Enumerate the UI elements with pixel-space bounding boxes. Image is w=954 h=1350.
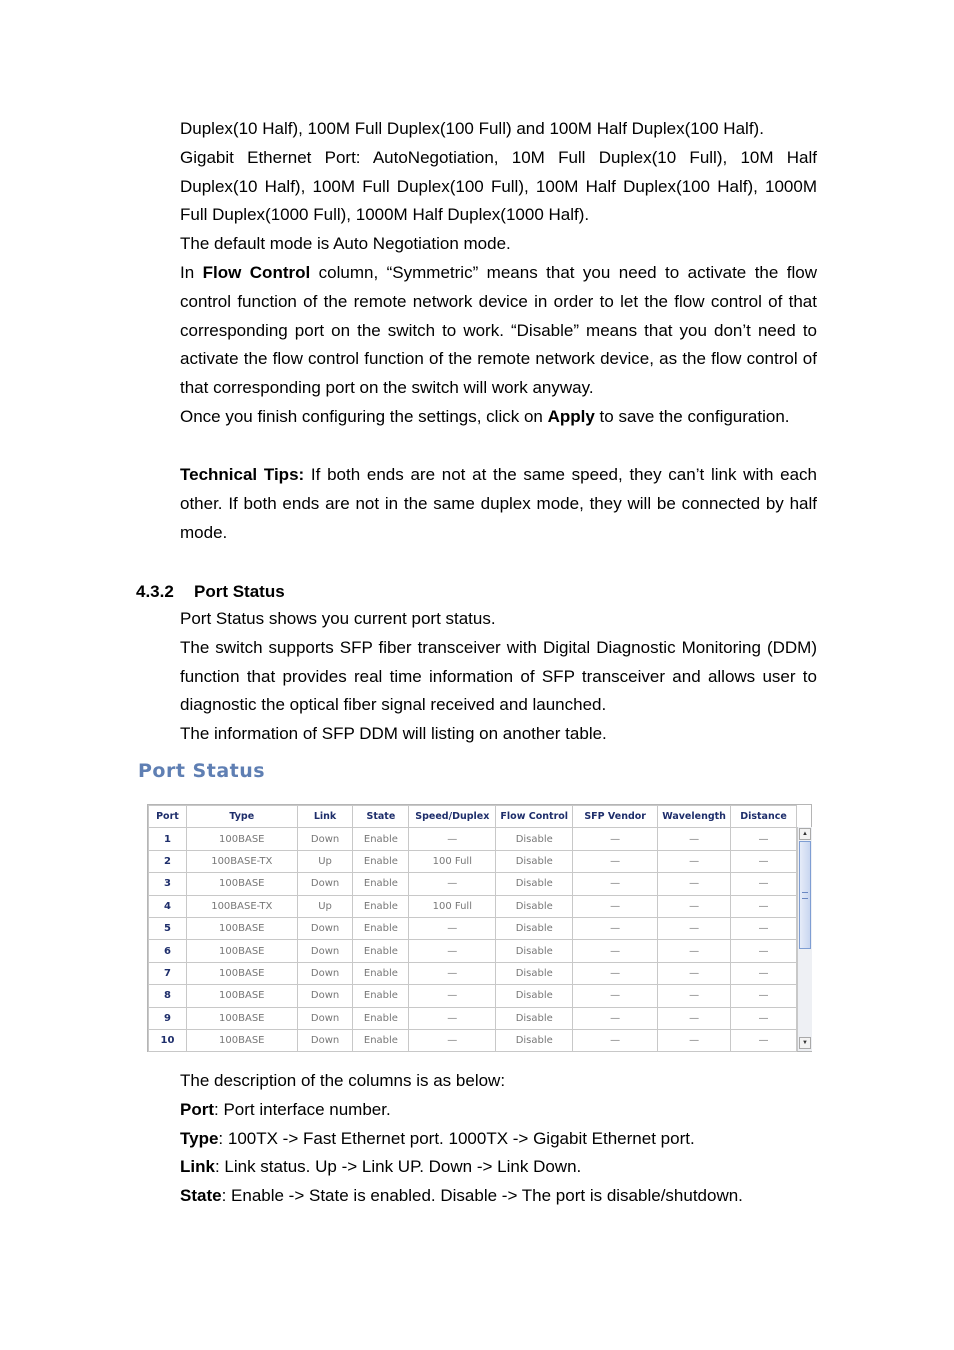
cell-type: 100BASE: [186, 828, 297, 850]
cell-link: Down: [297, 985, 353, 1007]
cell-sfp-vendor: —: [573, 1029, 658, 1051]
desc-text: : Link status. Up -> Link UP. Down -> Link Down.: [214, 1157, 582, 1177]
cell-distance: —: [731, 873, 797, 895]
cell-link: Down: [297, 1007, 353, 1029]
cell-flow-control: Disable: [496, 1029, 573, 1051]
desc-term: Port: [180, 1099, 214, 1119]
col-flow-control: Flow Control: [496, 806, 573, 828]
cell-state: Enable: [353, 895, 409, 917]
cell-sfp-vendor: —: [573, 873, 658, 895]
table-scrollbar[interactable]: [797, 827, 812, 1051]
cell-port: 5: [149, 917, 187, 939]
cell-port: 2: [149, 850, 187, 872]
table-row: [149, 962, 797, 984]
cell-flow-control: Disable: [496, 917, 573, 939]
cell-state: Enable: [353, 985, 409, 1007]
figure-title: Port Status: [138, 760, 266, 782]
technical-tips: [180, 461, 817, 547]
cell-link: Down: [297, 917, 353, 939]
cell-sfp-vendor: —: [573, 895, 658, 917]
cell-flow-control: Disable: [496, 873, 573, 895]
cell-speed-duplex: —: [409, 962, 496, 984]
desc-item: [180, 1182, 817, 1211]
apply-term: Apply: [547, 406, 595, 426]
cell-type: 100BASE: [186, 1007, 297, 1029]
cell-distance: —: [731, 895, 797, 917]
cell-wavelength: —: [658, 985, 731, 1007]
arrow-up-icon[interactable]: ▲: [799, 828, 811, 840]
arrow-down-icon[interactable]: ▼: [799, 1037, 811, 1049]
cell-wavelength: —: [658, 1029, 731, 1051]
cell-speed-duplex: 100 Full: [409, 895, 496, 917]
fc-pre: In: [180, 262, 203, 282]
cell-distance: —: [731, 1029, 797, 1051]
section-p1: Port Status shows you current port status.: [180, 609, 496, 628]
cell-distance: —: [731, 962, 797, 984]
cell-distance: —: [731, 828, 797, 850]
cell-distance: —: [731, 1007, 797, 1029]
port-status-panel: [147, 804, 812, 1052]
cell-speed-duplex: —: [409, 1029, 496, 1051]
cell-sfp-vendor: —: [573, 828, 658, 850]
section-p2: The switch supports SFP fiber transceiver with Digital Diagnostic Monitoring (DDM) function that provides real time information of SFP transceiver and allows user to diagnostic the optical fiber signal received and launched.: [180, 637, 817, 715]
cell-wavelength: —: [658, 828, 731, 850]
cell-state: Enable: [353, 940, 409, 962]
cell-flow-control: Disable: [496, 850, 573, 872]
cell-state: Enable: [353, 962, 409, 984]
gigabit-modes: Gigabit Ethernet Port: AutoNegotiation, 10M Full Duplex(10 Full), 10M Half Duplex(10 Half), 100M Full Duplex(100 Full), 100M Half Duplex(100 Half), 1000M Full Duplex(1000 Full), 1000M Half Duplex(1000 Half).: [180, 147, 817, 225]
cell-port: 8: [149, 985, 187, 1007]
scrollbar-thumb[interactable]: [799, 841, 811, 949]
table-row: [149, 985, 797, 1007]
tips-text: If both ends are not at the same speed, they can’t link with each other. If both ends are not in the same duplex mode, they will be connected by half mode.: [180, 465, 817, 542]
cell-wavelength: —: [658, 1007, 731, 1029]
cell-state: Enable: [353, 873, 409, 895]
tips-label: Technical Tips:: [180, 465, 305, 484]
table-header-row: [149, 806, 797, 828]
table-row: [149, 850, 797, 872]
table-body: [149, 828, 797, 1052]
cell-type: 100BASE: [186, 1029, 297, 1051]
cell-speed-duplex: 100 Full: [409, 850, 496, 872]
table-row: [149, 895, 797, 917]
cell-sfp-vendor: —: [573, 940, 658, 962]
col-wavelength: Wavelength: [658, 806, 731, 828]
col-speed-duplex: Speed/Duplex: [409, 806, 496, 828]
cell-type: 100BASE: [186, 962, 297, 984]
cell-link: Down: [297, 962, 353, 984]
flow-control-paragraph: [180, 259, 817, 403]
cell-sfp-vendor: —: [573, 850, 658, 872]
table-row: [149, 1029, 797, 1051]
cell-link: Down: [297, 873, 353, 895]
cell-state: Enable: [353, 1029, 409, 1051]
desc-text: : Port interface number.: [214, 1099, 391, 1119]
cell-port: 10: [149, 1029, 187, 1051]
default-mode: The default mode is Auto Negotiation mode.: [180, 234, 511, 254]
desc-term: State: [180, 1186, 222, 1206]
cell-port: 4: [149, 895, 187, 917]
cell-port: 1: [149, 828, 187, 850]
table-row: [149, 873, 797, 895]
cell-port: 3: [149, 873, 187, 895]
cell-flow-control: Disable: [496, 940, 573, 962]
apply-paragraph: [180, 403, 817, 432]
apply-pre: Once you finish configuring the settings, click on: [180, 406, 548, 426]
cell-speed-duplex: —: [409, 917, 496, 939]
desc-term: Type: [180, 1128, 219, 1148]
cell-flow-control: Disable: [496, 962, 573, 984]
cell-distance: —: [731, 985, 797, 1007]
cell-port: 7: [149, 962, 187, 984]
cell-sfp-vendor: —: [573, 985, 658, 1007]
desc-text: : Enable -> State is enabled. Disable -> The port is disable/shutdown.: [221, 1186, 743, 1206]
col-sfp-vendor: SFP Vendor: [573, 806, 658, 828]
cell-flow-control: Disable: [496, 828, 573, 850]
cell-type: 100BASE: [186, 940, 297, 962]
intro-line: Duplex(10 Half), 100M Full Duplex(100 Full) and 100M Half Duplex(100 Half).: [180, 119, 764, 138]
cell-sfp-vendor: —: [573, 917, 658, 939]
desc-text: : 100TX -> Fast Ethernet port. 1000TX -> Gigabit Ethernet port.: [218, 1128, 695, 1148]
section-body: [180, 605, 817, 749]
cell-type: 100BASE-TX: [186, 895, 297, 917]
cell-port: 9: [149, 1007, 187, 1029]
cell-wavelength: —: [658, 940, 731, 962]
section-number: 4.3.2: [136, 582, 174, 601]
grip-icon: [802, 892, 808, 899]
intro-block: [180, 115, 817, 432]
cell-type: 100BASE: [186, 985, 297, 1007]
cell-wavelength: —: [658, 917, 731, 939]
columns-description: [180, 1067, 817, 1211]
cell-wavelength: —: [658, 850, 731, 872]
col-type: Type: [186, 806, 297, 828]
fc-text: column, “Symmetric” means that you need to activate the flow control function of the remote network device in order to let the flow control of that corresponding port on the switch to work. “Disable” means that you don’t need to activate the flow control function of the remote network device, as the flow control of that corresponding port on the switch will work anyway.: [180, 262, 817, 398]
cell-sfp-vendor: —: [573, 1007, 658, 1029]
cell-link: Up: [297, 850, 353, 872]
fc-term: Flow Control: [202, 262, 311, 282]
cell-state: Enable: [353, 828, 409, 850]
cell-distance: —: [731, 850, 797, 872]
cell-speed-duplex: —: [409, 985, 496, 1007]
section-p3: The information of SFP DDM will listing on another table.: [180, 724, 607, 744]
cell-distance: —: [731, 940, 797, 962]
col-state: State: [353, 806, 409, 828]
desc-term: Link: [180, 1157, 215, 1177]
cell-speed-duplex: —: [409, 940, 496, 962]
cell-wavelength: —: [658, 962, 731, 984]
cell-state: Enable: [353, 917, 409, 939]
cell-sfp-vendor: —: [573, 962, 658, 984]
cell-link: Down: [297, 828, 353, 850]
table-row: [149, 828, 797, 850]
cell-speed-duplex: —: [409, 873, 496, 895]
apply-text: to save the configuration.: [594, 406, 790, 426]
section-title: Port Status: [194, 582, 285, 601]
table-row: [149, 917, 797, 939]
cell-type: 100BASE: [186, 917, 297, 939]
cell-link: Down: [297, 1029, 353, 1051]
cell-distance: —: [731, 917, 797, 939]
port-status-table: [148, 805, 797, 1052]
desc-item: [180, 1153, 817, 1182]
table-row: [149, 1007, 797, 1029]
cell-flow-control: Disable: [496, 895, 573, 917]
cell-flow-control: Disable: [496, 985, 573, 1007]
col-port: Port: [149, 806, 187, 828]
col-distance: Distance: [731, 806, 797, 828]
cell-flow-control: Disable: [496, 1007, 573, 1029]
cell-speed-duplex: —: [409, 828, 496, 850]
cell-state: Enable: [353, 850, 409, 872]
cell-link: Up: [297, 895, 353, 917]
cell-speed-duplex: —: [409, 1007, 496, 1029]
cell-type: 100BASE-TX: [186, 850, 297, 872]
section-heading: [136, 578, 285, 607]
columns-intro: The description of the columns is as below:: [180, 1071, 506, 1090]
cell-port: 6: [149, 940, 187, 962]
cell-type: 100BASE: [186, 873, 297, 895]
table-row: [149, 940, 797, 962]
cell-link: Down: [297, 940, 353, 962]
cell-wavelength: —: [658, 895, 731, 917]
cell-wavelength: —: [658, 873, 731, 895]
cell-state: Enable: [353, 1007, 409, 1029]
desc-item: [180, 1096, 817, 1125]
desc-item: [180, 1125, 817, 1154]
col-link: Link: [297, 806, 353, 828]
